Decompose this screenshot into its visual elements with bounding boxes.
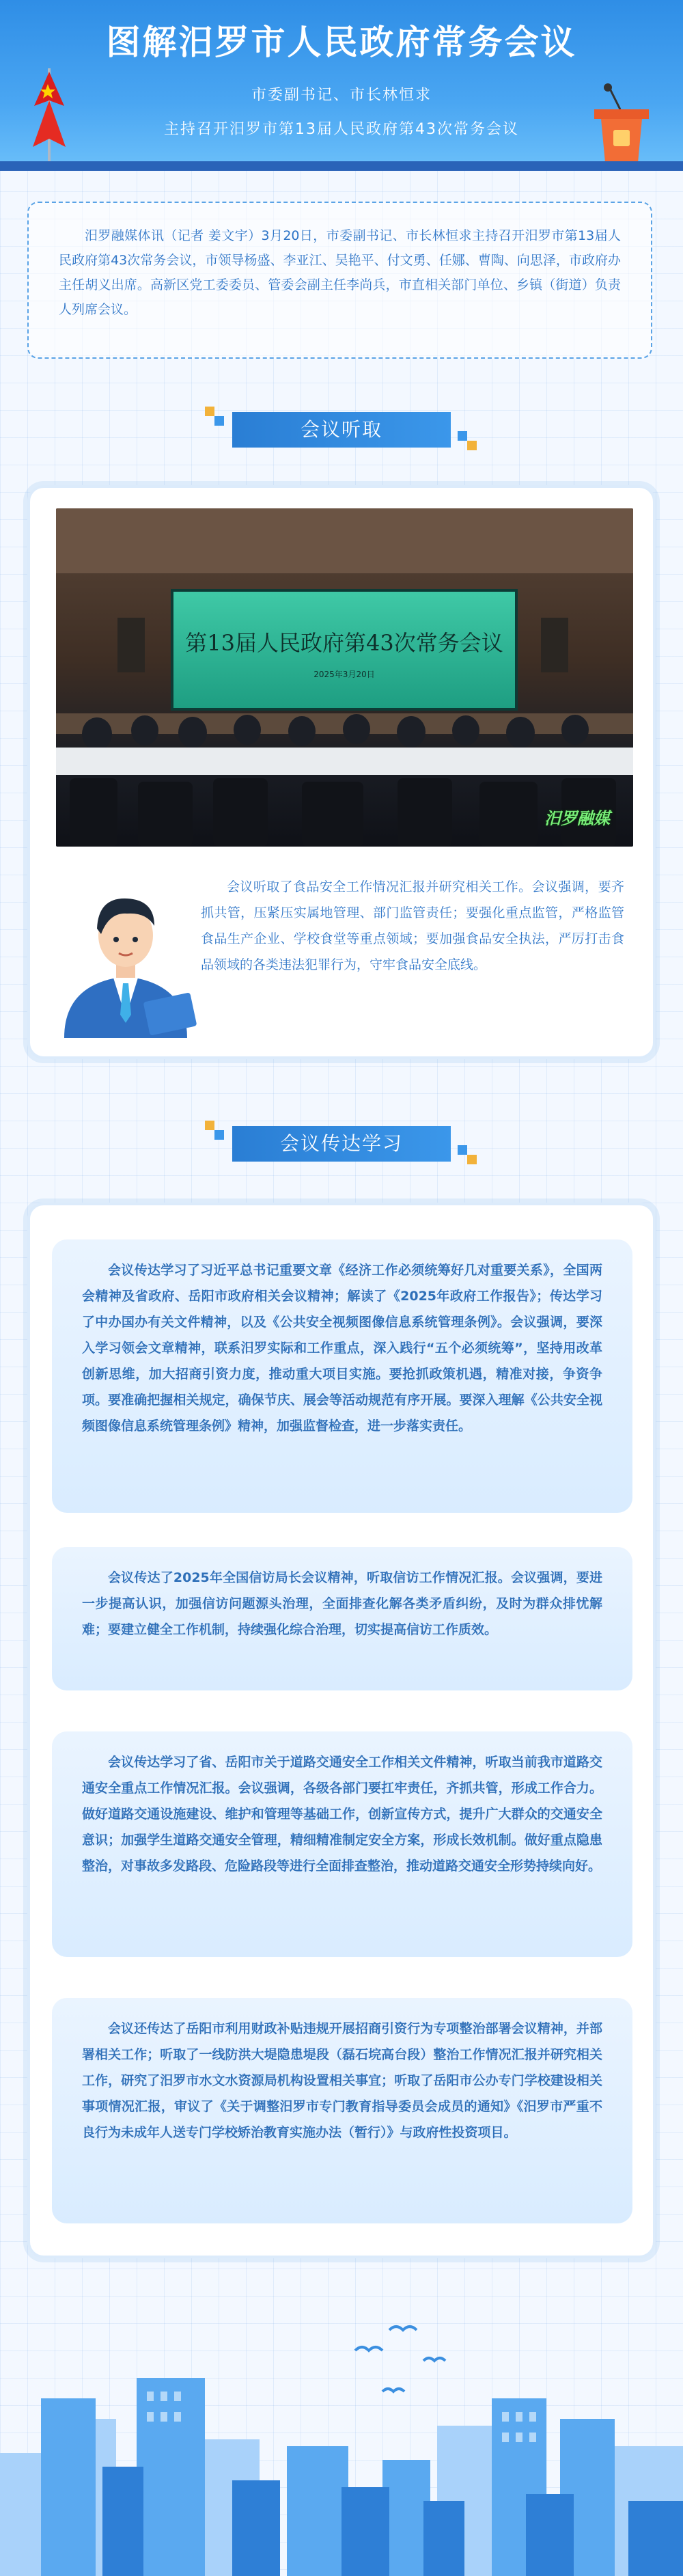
header-bottom-band xyxy=(0,161,683,171)
watermark-logo: 汨罗融媒 xyxy=(544,809,610,828)
section-title-label: 会议听取 xyxy=(232,412,451,448)
screen-date: 2025年3月20日 xyxy=(313,670,375,679)
decor-square xyxy=(458,1145,467,1155)
hearing-paragraph: 会议听取了食品安全工作情况汇报并研究相关工作。会议强调，要齐抓共管，压紧压实属地管理、部门监管责任；要强化重点监管，严格监管食品生产企业、学校食堂等重点领域；要加强食品安全执法，严厉打击食品领域的各类违法犯罪行为，守牢食品安全底线。 xyxy=(201,879,624,972)
decor-square xyxy=(467,1155,477,1164)
podium-icon xyxy=(581,82,663,164)
study-block-4: 会议还传达了岳阳市利用财政补贴违规开展招商引资行为专项整治部署会议精神，并部署相关工作；听取了一线防洪大堤隐患堤段（磊石垸高台段）整治工作情况汇报并研究相关工作，研究了汨罗市水文水资源局机构设置相关事宜；听取了岳阳市公办专门学校建设相关事项情况汇报，审议了《关于调整汨罗市专门教育指导委员会成员的通知》《汨罗市严重不良行为未成年人送专门学校矫治教育实施办法（暂行）》与政府性投资项目。 xyxy=(52,1998,632,2223)
screen-title: 第13届人民政府第43次常务会议 xyxy=(185,630,503,656)
decor-square xyxy=(214,416,224,426)
decor-square xyxy=(205,407,214,416)
header-banner xyxy=(0,0,683,171)
projection-screen xyxy=(171,589,518,711)
hearing-card xyxy=(27,485,656,1059)
meeting-photo xyxy=(56,508,633,847)
presenter-icon xyxy=(51,881,201,1038)
decor-square xyxy=(205,1121,214,1130)
city-skyline-illustration xyxy=(0,2296,683,2576)
section-title-label: 会议传达学习 xyxy=(232,1126,451,1162)
study-block-2: 会议传达了2025年全国信访局长会议精神，听取信访工作情况汇报。会议强调，要进一步提高认识，加强信访问题源头治理，全面排查化解各类矛盾纠纷，及时为群众排忧解难；要建立健全工作机制，持续强化综合治理，切实提高信访工作质效。 xyxy=(52,1547,632,1690)
red-flag-icon xyxy=(27,65,75,167)
intro-paragraph: 汨罗融媒体讯（记者 姜文宇）3月20日，市委副书记、市长林恒求主持召开汨罗市第13届人民政府第43次常务会议，市领导杨盛、李亚江、吴艳平、付文勇、任娜、曹陶、向思泽，市政府办主任胡义出席。高新区党工委委员、管委会副主任李尚兵，市直相关部门单位、乡镇（街道）负责人列席会议。 xyxy=(27,202,652,359)
decor-square xyxy=(214,1130,224,1140)
section-title-hearing xyxy=(205,407,478,450)
header-subtitle-2: 主持召开汨罗市第13届人民政府第43次常务会议 xyxy=(164,121,519,138)
section-title-study xyxy=(205,1121,478,1164)
page-title: 图解汨罗市人民政府常务会议 xyxy=(106,23,577,62)
decor-square xyxy=(458,431,467,441)
study-block-3: 会议传达学习了省、岳阳市关于道路交通安全工作相关文件精神，听取当前我市道路交通安全重点工作情况汇报。会议强调，各级各部门要扛牢责任，齐抓共管，形成工作合力。做好道路交通设施建设、维护和管理等基础工作，创新宣传方式，提升广大群众的交通安全意识；加强学生道路交通安全管理，精细精准制定安全方案，形成长效机制。做好重点隐患整治，对事故多发路段、危险路段等进行全面排查整治，推动道路交通安全形势持续向好。 xyxy=(52,1731,632,1957)
study-card xyxy=(27,1203,656,2258)
decor-square xyxy=(467,441,477,450)
header-subtitle-1: 市委副书记、市长林恒求 xyxy=(251,87,432,104)
study-block-1: 会议传达学习了习近平总书记重要文章《经济工作必须统筹好几对重要关系》，全国两会精神及省政府、岳阳市政府相关会议精神；解读了《2025年政府工作报告》；传达学习了中办国办有关文件精神，以及《公共安全视频图像信息系统管理条例》。会议强调，要深入学习领会文章精神，联系汨罗实际和工作重点，深入践行“五个必须统筹”，坚持用改革创新思维，加大招商引资力度，推动重大项目实施。要抢抓政策机遇，精准对接，争资争项。要准确把握相关规定，确保节庆、展会等活动规范有序开展。要深入理解《公共安全视频图像信息系统管理条例》精神，加强监督检查，进一步落实责任。 xyxy=(52,1239,632,1513)
